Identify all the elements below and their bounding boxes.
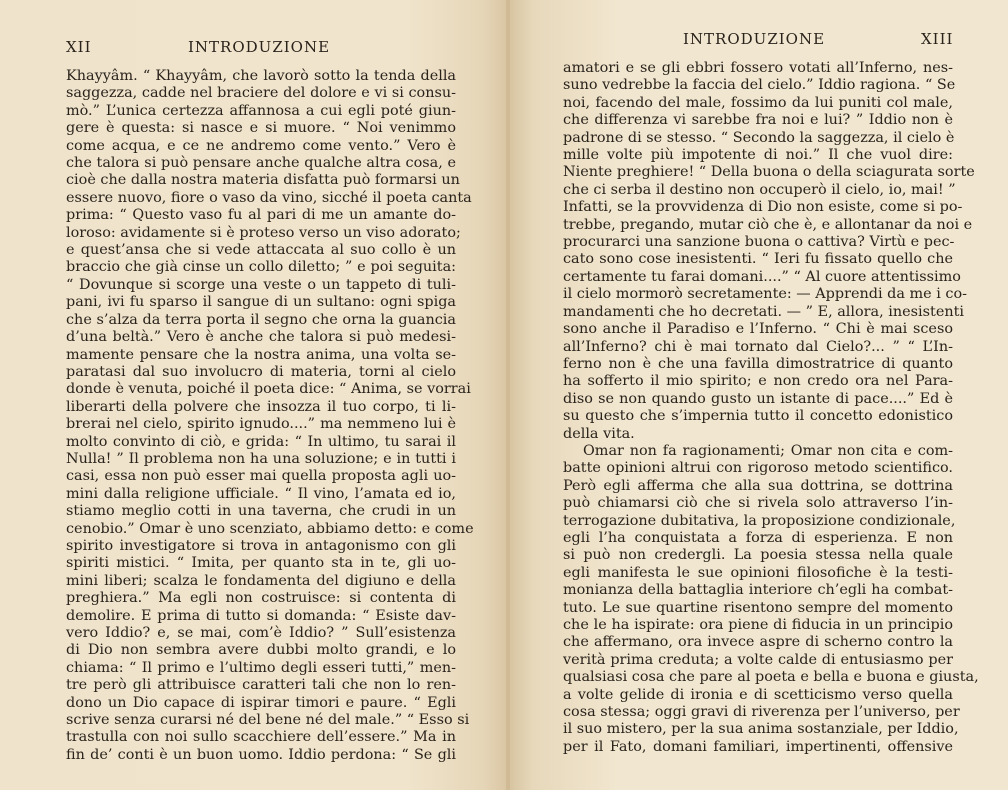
text-line: che le ha ispirate: ora piene di fiducia in un principio <box>563 617 953 633</box>
text-line: tre però gli attribuisce caratteri tali che non lo ren- <box>66 677 456 694</box>
text-line: spiriti mistici. “ Imita, per quanto sta in te, gli uo- <box>66 555 456 572</box>
running-head-right: INTRODUZIONE <box>683 30 826 48</box>
text-line: batte opinioni altrui con rigoroso metodo scientifico. <box>563 460 953 477</box>
text-line: amatori e se gli ebbri fossero votati all’Inferno, nes- <box>563 60 953 76</box>
text-line: cioè che dalla nostra materia disfatta può formarsi un <box>66 172 460 189</box>
text-line: spirito investigatore si trova in antagonismo con gli <box>66 537 456 554</box>
text-line: dono un Dio capace di ispirar timori e paure. “ Egli <box>66 694 456 711</box>
text-line: e quest’ansa che si vede attaccata al suo collo è un <box>66 242 456 259</box>
text-line: a volte gelide di ironia e di scetticismo verso quella <box>563 686 953 703</box>
text-line: come acqua, e ce ne andremo come vento.” Vero è <box>66 137 456 154</box>
text-line: di Dio non sembra avere dubbi molto grandi, e lo <box>66 642 456 659</box>
text-line: si può non credergli. La poesia stessa nella quale <box>563 547 953 564</box>
text-line: paratasi dal suo involucro di materia, torni al cielo <box>66 363 456 380</box>
text-line: che s’alza da terra porta il segno che orna la guancia <box>66 311 456 328</box>
text-line: mille volte più impotente di noi.” Il che vuol dire: <box>563 147 953 164</box>
text-line: stiamo meglio cotti in una taverna, che crudi in un <box>66 503 456 520</box>
text-line: liberarti della polvere che insozza il tuo corpo, ti li- <box>66 398 456 415</box>
text-line: Però egli afferma che alla sua dottrina, se dottrina <box>563 477 953 494</box>
text-line: verità prima creduta; a volte calde di entusiasmo per <box>563 651 953 668</box>
text-line: preghiera.” Ma egli non costruisce: si contenta di <box>66 590 456 607</box>
text-line: brerai nel cielo, spirito ignudo....” ma nemmeno lui è <box>66 416 456 433</box>
text-line: d’una beltà.” Vero è anche che talora si può medesi- <box>66 329 456 346</box>
text-line: suno vedrebbe la faccia del cielo.” Iddio ragiona. “ Se <box>563 77 956 94</box>
text-line: pani, ivi fu sparso il sangue di un sultano: ogni spiga <box>66 294 456 311</box>
text-line: all’Inferno? chi è mai tornato dal Cielo?... ” “ L’In- <box>563 338 953 355</box>
text-line: monianza della battaglia interiore ch’egli ha combat- <box>563 582 953 599</box>
text-line: ferno non è che una favilla dimostratrice di quanto <box>563 355 953 372</box>
text-line: vero Iddio? e, se mai, com’è Iddio? ” Sull’esistenza <box>66 625 456 641</box>
text-line: mini liberi; scalza le fondamenta del digiuno e della <box>66 572 456 589</box>
text-line: braccio che già cinse un collo diletto; ” e poi seguita: <box>66 259 456 276</box>
text-line: trastulla con noi sullo scacchiere dell’essere.” Ma in <box>66 729 456 746</box>
text-line: su questo che s’impernia tutto il concetto edonistico <box>563 408 953 425</box>
text-line: sono anche il Paradiso e l’Inferno. “ Chi è mai sceso <box>563 321 953 338</box>
text-line: che ci serba il destino non occuperò il cielo, io, mai! ” <box>563 181 956 198</box>
text-line: cato sono cose inesistenti. “ Ieri fu fissato quello che <box>563 251 953 268</box>
text-line: per il Fato, domani familiari, impertinenti, offensive <box>563 738 953 755</box>
text-line: mamente pensare che la nostra anima, una volta se- <box>66 346 456 363</box>
text-line: diso se non quando gusto un istante di pace....” Ed è <box>563 390 953 407</box>
text-line: Omar non fa ragionamenti; Omar non cita e com- <box>583 442 953 459</box>
text-line: “ Dovunque si scorge una veste o un tappeto di tuli- <box>66 276 456 293</box>
text-line: il suo mistero, per la sua anima sostanziale, per Iddio, <box>563 721 959 738</box>
text-line: gere è questa: si nasce e si muore. “ Noi venimmo <box>66 120 456 137</box>
text-line: loroso: avidamente si è proteso verso un viso adorato; <box>66 224 461 241</box>
text-line: procurarci una sanzione buona o cattiva? Virtù e pec- <box>563 234 955 251</box>
text-line: qualsiasi cosa che pare al poeta e bella e buona e giusta, <box>563 669 979 686</box>
text-line: demolire. E prima di tutto si domanda: “ Esiste dav- <box>66 607 456 624</box>
text-line: mò.” L’unica certezza affannosa a cui egli poté giun- <box>66 102 456 119</box>
text-line: fin de’ conti è un buon uomo. Iddio perdona: “ Se gli <box>66 746 456 763</box>
text-line: egli manifesta le sue opinioni filosofiche è la testi- <box>563 564 953 581</box>
text-line: mini dalla religione ufficiale. “ Il vino, l’amata ed io, <box>66 485 456 502</box>
text-line: noi, facendo del male, fossimo da lui puniti col male, <box>563 94 953 111</box>
text-line: che talora si può pensare anche qualche altra cosa, e <box>66 155 456 172</box>
text-line: certamente tu farai domani....” “ Al cuore attentissimo <box>563 268 961 285</box>
text-line: che differenza vi sarebbe fra noi e lui? ” Iddio non è <box>563 112 953 129</box>
text-line: che affermano, ora invece aspre di scherno contro la <box>563 634 953 651</box>
book-gutter <box>506 0 510 790</box>
text-line: essere nuovo, fiore o vaso da vino, sicché il poeta canta <box>66 189 472 206</box>
text-line: saggezza, cadde nel braciere del dolore e vi si consu- <box>66 85 456 102</box>
text-line: prima: “ Questo vaso fu al pari di me un amante do- <box>66 207 456 224</box>
text-line: padrone di se stesso. “ Secondo la saggezza, il cielo è <box>563 129 955 146</box>
text-line: ha sofferto il mio spirito; e non credo ora nel Para- <box>563 373 953 390</box>
page-number-right: XIII <box>921 30 954 48</box>
running-head-left: INTRODUZIONE <box>188 38 331 56</box>
text-line: trebbe, pregando, mutar ciò che è, e allontanar da noi e <box>563 216 973 233</box>
text-line: cenobio.” Omar è uno scenziato, abbiamo detto: e come <box>66 520 474 537</box>
text-line: molto convinto di ciò, e grida: “ In ultimo, tu sarai il <box>66 433 456 450</box>
right-page-text <box>563 60 979 756</box>
text-line: scrive senza curarsi né del bene né del male.” “ Esso si <box>66 712 470 729</box>
page-number-left: XII <box>66 38 92 56</box>
text-line: egli l’ha conquistata a forza di esperienza. E non <box>563 529 953 546</box>
right-page <box>508 0 1008 790</box>
text-line: tuto. Le sue quartine risentono sempre del momento <box>563 599 953 616</box>
text-line: Infatti, se la provvidenza di Dio non esiste, come si po- <box>563 199 963 216</box>
text-line: cosa stessa; oggi gravi di riverenza per l’universo, per <box>563 704 960 721</box>
left-page-text <box>66 68 474 764</box>
text-line: Niente preghiere! “ Della buona o della sciagurata sorte <box>563 164 975 181</box>
text-line: il cielo mormorò secretamente: — Apprendi da me i co- <box>563 286 967 303</box>
text-line: Nulla! ” Il problema non ha una soluzione; e in tutti i <box>66 450 456 467</box>
text-line: casi, essa non può esser mai quella proposta agli uo- <box>66 468 456 485</box>
text-line: Khayyâm. “ Khayyâm, che lavorò sotto la tenda della <box>66 68 456 84</box>
text-line: terrogazione dubitativa, la proposizione condizionale, <box>563 512 956 529</box>
text-line: può chiamarsi ciò che si rivela solo attraverso l’in- <box>563 495 953 512</box>
text-line: mandamenti che ho decretati. — ” E, allora, inesistenti <box>563 303 964 320</box>
text-line: donde è venuta, poiché il poeta dice: “ Anima, se vorrai <box>66 381 471 398</box>
text-line: della vita. <box>563 425 635 442</box>
text-line: chiama: “ Il primo e l’ultimo degli esseri tutti,” men- <box>66 659 456 676</box>
